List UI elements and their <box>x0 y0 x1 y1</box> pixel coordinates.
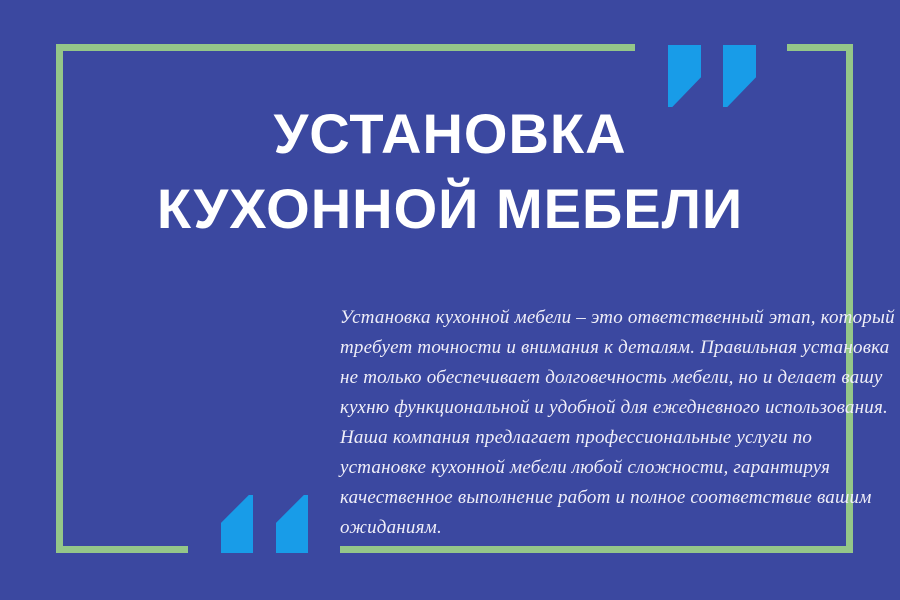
quote-line: качественное выполнение работ и полное соответствие вашим <box>340 487 872 508</box>
quote-line: не только обеспечивает долговечность мебели, но и делает вашу <box>340 367 883 388</box>
frame-border-bottom-right-segment <box>340 546 853 553</box>
quote-line: Наша компания предлагает профессиональные услуги по <box>340 427 813 448</box>
frame-border-top-right-segment <box>787 44 853 51</box>
page-title-line-2: КУХОННОЙ МЕБЕЛИ <box>156 177 744 240</box>
quote-mark-shape <box>221 495 253 553</box>
page-title-line-1: УСТАНОВКА <box>273 102 627 165</box>
quote-line: кухню функциональной и удобной для ежедневного использования. <box>340 397 888 418</box>
quote-line: установке кухонной мебели любой сложности, гарантируя <box>340 457 831 478</box>
page-title <box>0 96 900 246</box>
quote-line: Установка кухонной мебели – это ответственный этап, который <box>340 307 895 328</box>
quote-mark-shape <box>276 495 308 553</box>
opening-quote-icon <box>221 495 308 553</box>
quote-paragraph <box>340 303 895 543</box>
frame-border-top-left-segment <box>56 44 635 51</box>
quote-line: требует точности и внимания к деталям. Правильная установка <box>340 337 890 358</box>
quote-line: ожиданиям. <box>340 517 442 538</box>
frame-border-bottom-left-segment <box>56 546 188 553</box>
